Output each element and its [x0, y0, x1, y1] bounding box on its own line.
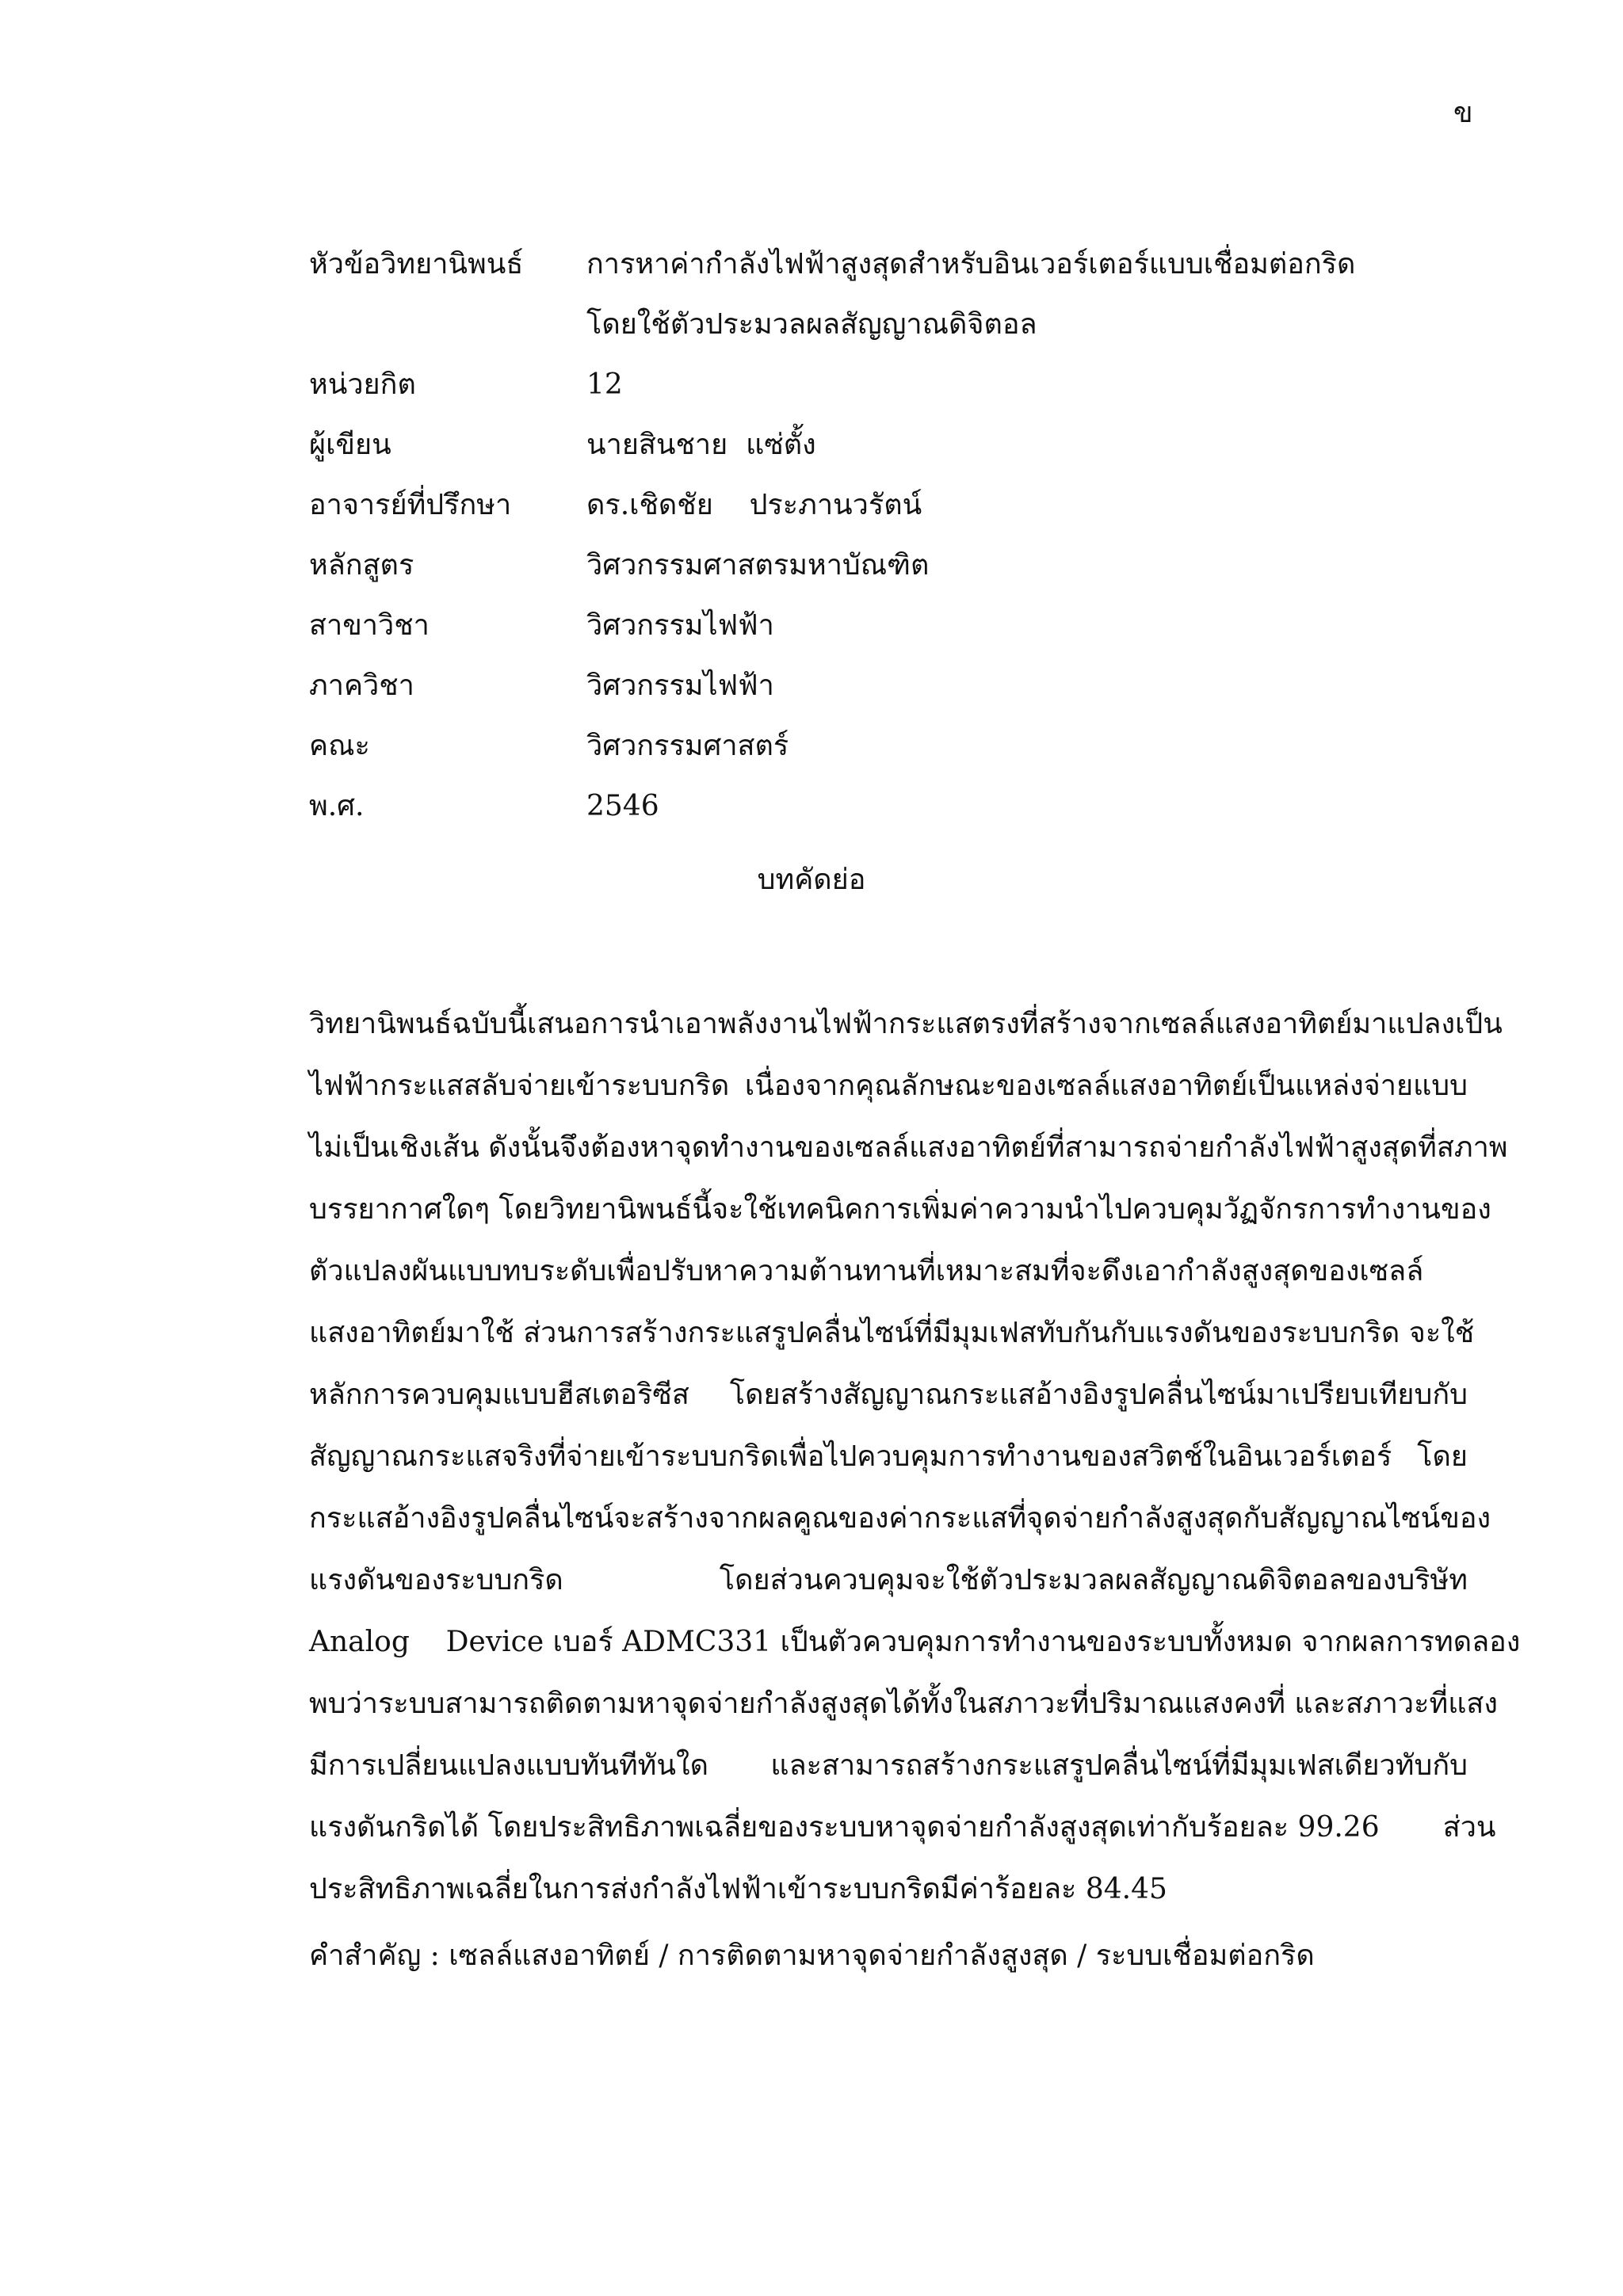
abstract-line: ประสิทธิภาพเฉลี่ยในการส่งกำลังไฟฟ้าเข้าระบบกริดมีค่าร้อยละ 84.45	[309, 1873, 1167, 1905]
thesis-metadata	[309, 235, 1482, 837]
keywords: คำสำคัญ : เซลล์แสงอาทิตย์ / การติดตามหาจุดจ่ายกำลังสูงสุด / ระบบเชื่อมต่อกริด	[309, 1939, 1315, 1972]
metadata-value	[586, 235, 1482, 355]
metadata-label: หลักสูตร	[309, 549, 414, 582]
metadata-label: หัวข้อวิทยานิพนธ์	[309, 248, 524, 280]
metadata-row-advisor	[309, 475, 1482, 536]
metadata-label: ผู้เขียน	[309, 429, 391, 461]
abstract-line: มีการเปลี่ยนแปลงแบบทันทีทันใด และสามารถสร้างกระแสรูปคลื่นไซน์ที่มีมุมเฟสเดียวทับกับ	[309, 1749, 1468, 1782]
metadata-value: วิศวกรรมไฟฟ้า	[586, 609, 774, 642]
metadata-label: พ.ศ.	[309, 790, 365, 822]
metadata-label: ภาควิชา	[309, 669, 414, 702]
metadata-value: 2546	[586, 790, 659, 822]
abstract-heading: บทคัดย่อ	[757, 864, 866, 896]
abstract-line: Analog Device เบอร์ ADMC331 เป็นตัวควบคุมการทำงานของระบบทั้งหมด จากผลการทดลอง	[309, 1626, 1521, 1658]
metadata-label: อาจารย์ที่ปรึกษา	[309, 489, 512, 521]
abstract-body	[309, 994, 1521, 1920]
metadata-value: ดร.เชิดชัย ประภานวรัตน์	[586, 489, 922, 521]
metadata-value: 12	[586, 368, 623, 401]
metadata-row-year	[309, 776, 1482, 837]
metadata-value: วิศวกรรมศาสตร์	[586, 730, 789, 762]
abstract-line: วิทยานิพนธ์ฉบับนี้เสนอการนำเอาพลังงานไฟฟ้ากระแสตรงที่สร้างจากเซลล์แสงอาทิตย์มาแปลงเป็น	[309, 1008, 1503, 1040]
metadata-row-program	[309, 536, 1482, 596]
metadata-value: นายสินชาย แซ่ตั้ง	[586, 429, 816, 461]
abstract-line: แสงอาทิตย์มาใช้ ส่วนการสร้างกระแสรูปคลื่นไซน์ที่มีมุมเฟสทับกันกับแรงดันของระบบกริด จะใช้	[309, 1317, 1475, 1349]
metadata-row-major	[309, 596, 1482, 656]
metadata-row-department	[309, 656, 1482, 716]
abstract-line: ไฟฟ้ากระแสสลับจ่ายเข้าระบบกริด เนื่องจากคุณลักษณะของเซลล์แสงอาทิตย์เป็นแหล่งจ่ายแบบ	[309, 1070, 1468, 1102]
abstract-line: สัญญาณกระแสจริงที่จ่ายเข้าระบบกริดเพื่อไปควบคุมการทำงานของสวิตช์ในอินเวอร์เตอร์ โดย	[309, 1440, 1468, 1473]
metadata-row-credits	[309, 355, 1482, 415]
metadata-row-faculty	[309, 716, 1482, 776]
abstract-line: บรรยากาศใดๆ โดยวิทยานิพนธ์นี้จะใช้เทคนิคการเพิ่มค่าความนำไปควบคุมวัฏจักรการทำงานของ	[309, 1193, 1491, 1226]
abstract-line: แรงดันของระบบกริด โดยส่วนควบคุมจะใช้ตัวประมวลผลสัญญาณดิจิตอลของบริษัท	[309, 1564, 1468, 1596]
metadata-value: วิศวกรรมศาสตรมหาบัณฑิต	[586, 549, 930, 582]
metadata-label: สาขาวิชา	[309, 609, 430, 642]
metadata-row-title	[309, 235, 1482, 355]
metadata-label: คณะ	[309, 730, 370, 762]
metadata-value-line: โดยใช้ตัวประมวลผลสัญญาณดิจิตอล	[586, 308, 1037, 341]
abstract-line: แรงดันกริดได้ โดยประสิทธิภาพเฉลี่ยของระบบหาจุดจ่ายกำลังสูงสุดเท่ากับร้อยละ 99.26 ส่วน	[309, 1811, 1496, 1844]
abstract-line: กระแสอ้างอิงรูปคลื่นไซน์จะสร้างจากผลคูณของค่ากระแสที่จุดจ่ายกำลังสูงสุดกับสัญญาณไซน์ของ	[309, 1502, 1491, 1535]
metadata-row-author	[309, 415, 1482, 475]
metadata-label: หน่วยกิต	[309, 368, 416, 401]
metadata-value-line: การหาค่ากำลังไฟฟ้าสูงสุดสำหรับอินเวอร์เตอร์แบบเชื่อมต่อกริด	[586, 248, 1356, 280]
abstract-line: พบว่าระบบสามารถติดตามหาจุดจ่ายกำลังสูงสุดได้ทั้งในสภาวะที่ปริมาณแสงคงที่ และสภาวะที่แสง	[309, 1688, 1498, 1720]
abstract-line: ไม่เป็นเชิงเส้น ดังนั้นจึงต้องหาจุดทำงานของเซลล์แสงอาทิตย์ที่สามารถจ่ายกำลังไฟฟ้าสูงสุดที่สภาพ	[309, 1131, 1508, 1164]
abstract-line: หลักการควบคุมแบบฮีสเตอริซีส โดยสร้างสัญญาณกระแสอ้างอิงรูปคลื่นไซน์มาเปรียบเทียบกับ	[309, 1379, 1468, 1411]
page-number: ข	[1453, 97, 1473, 129]
metadata-value: วิศวกรรมไฟฟ้า	[586, 669, 774, 702]
abstract-line: ตัวแปลงผันแบบทบระดับเพื่อปรับหาความต้านทานที่เหมาะสมที่จะดึงเอากำลังสูงสุดของเซลล์	[309, 1255, 1424, 1287]
